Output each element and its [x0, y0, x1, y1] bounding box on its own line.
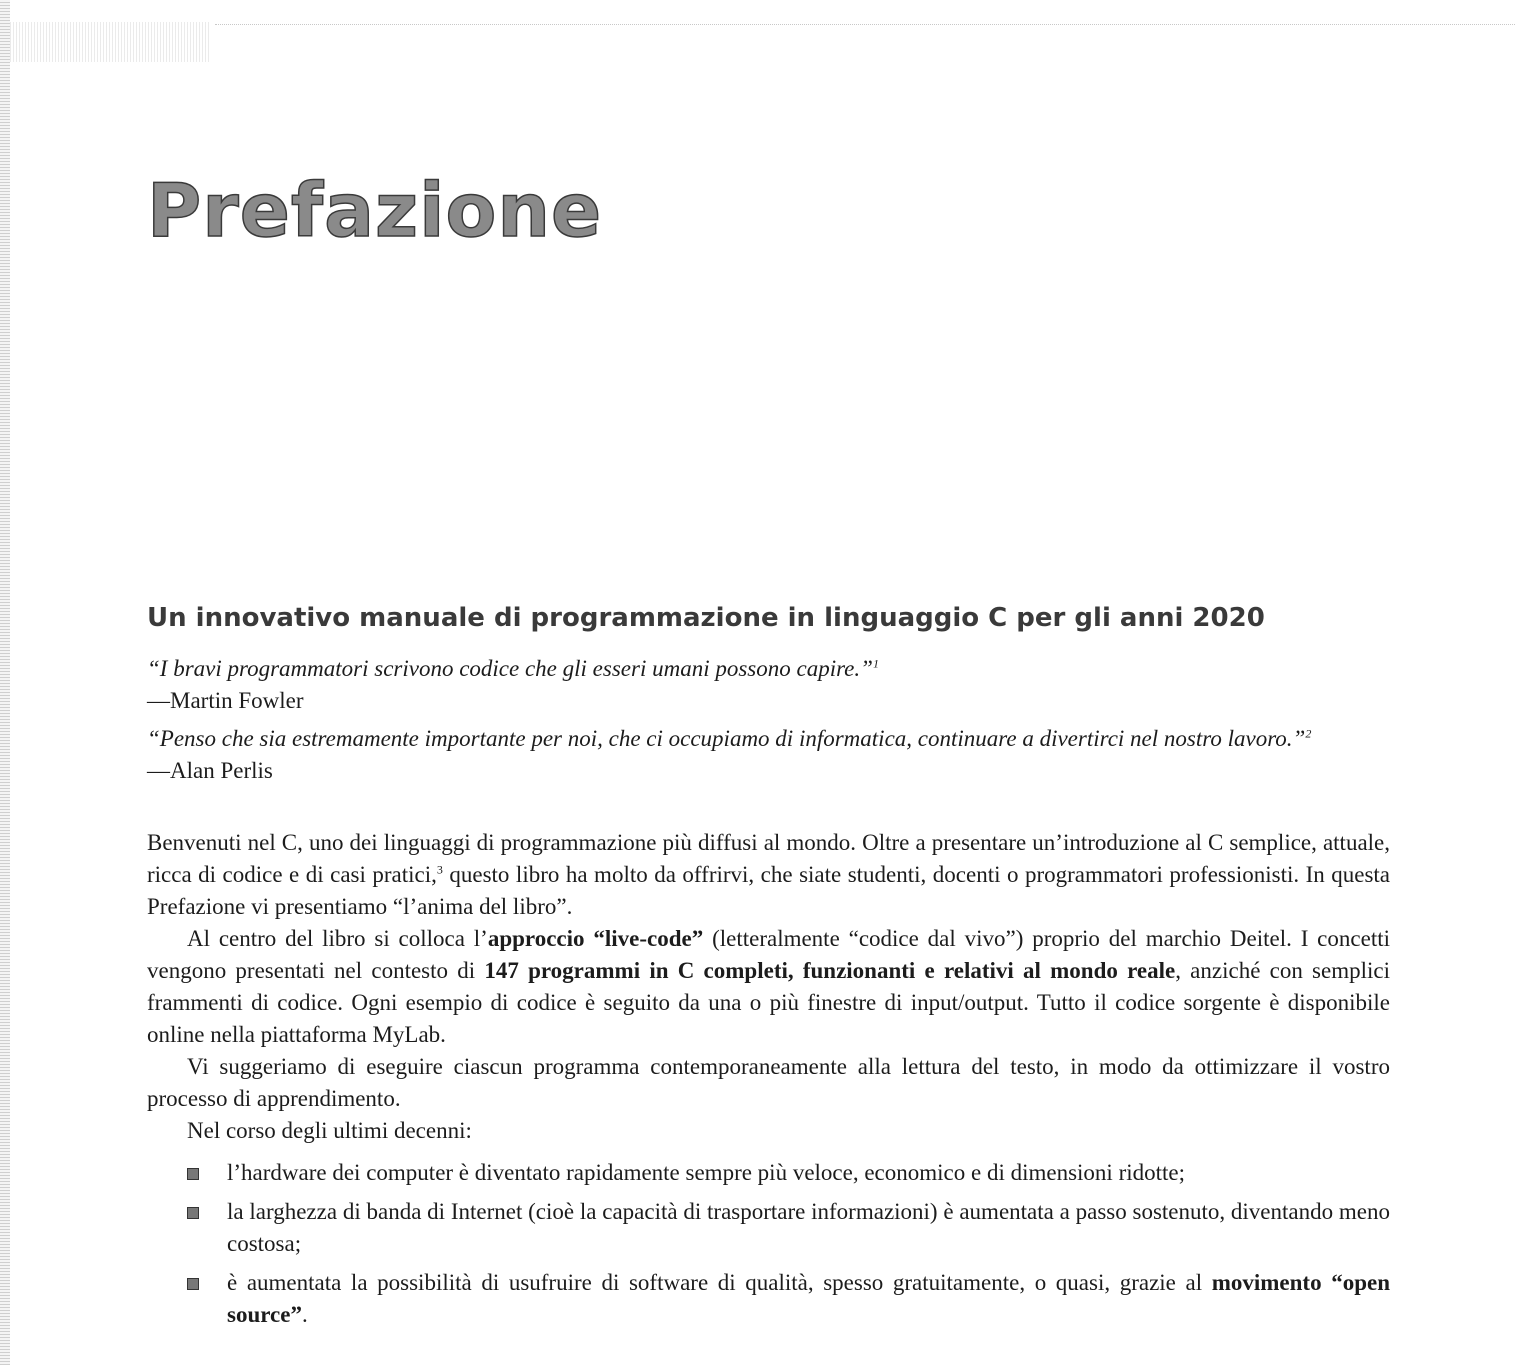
scan-noise: [10, 22, 210, 62]
list-item: è aumentata la possibilità di usufruire di software di qualità, spesso gratuitamente, o quasi, grazie al movimento “open source”.: [227, 1267, 1390, 1331]
body-paragraph: Vi suggeriamo di eseguire ciascun programma contemporaneamente alla lettura del testo, in modo da ottimizzare il vostro processo di apprendimento.: [147, 1054, 1390, 1111]
chapter-title: Prefazione: [147, 168, 603, 254]
epigraph-author: —Alan Perlis: [147, 758, 273, 783]
footnote-ref: 3: [436, 862, 443, 877]
body-paragraph: Al centro del libro si colloca l’approccio “live-code” (letteralmente “codice dal vivo”) proprio del marchio Deitel. I concetti vengono presentati nel contesto di 147 programmi in C completi, funzionanti e relativi al mondo reale, anziché con semplici frammenti di codice. Ogni esempio di codice è seguito da una o più finestre di input/output. Tutto il codice sorgente è disponibile online nella piattaforma MyLab.: [147, 926, 1390, 1047]
body-paragraph: Benvenuti nel C, uno dei linguaggi di programmazione più diffusi al mondo. Oltre a presentare un’introduzione al C semplice, attuale, ricca di codice e di casi pratici,$^3$ questo libro ha molto da offrirvi, che siate studenti, docenti o programmatori professionisti. In questa Prefazione vi presentiamo “l’anima del libro”.: [147, 830, 1390, 919]
bullet-list: [147, 1157, 1390, 1331]
square-bullet-icon: [187, 1168, 199, 1180]
body-paragraph: Nel corso degli ultimi decenni:: [187, 1118, 472, 1143]
list-item: la larghezza di banda di Internet (cioè la capacità di trasportare informazioni) è aumentata a passo sostenuto, diventando meno costosa;: [227, 1196, 1390, 1260]
epigraph-quote: “I bravi programmatori scrivono codice che gli esseri umani possono capire.”$^1$: [147, 656, 879, 681]
square-bullet-icon: [187, 1278, 199, 1290]
square-bullet-icon: [187, 1207, 199, 1219]
footnote-ref: 2: [1305, 726, 1312, 741]
list-item: l’hardware dei computer è diventato rapidamente sempre più veloce, economico e di dimensioni ridotte;: [227, 1157, 1390, 1189]
scan-shadow-edge: [0, 0, 10, 1365]
footnote-ref: 1: [872, 656, 879, 671]
page-body: [147, 653, 1390, 1338]
section-heading: Un innovativo manuale di programmazione in linguaggio C per gli anni 2020: [147, 603, 1265, 633]
page-top-border: [215, 24, 1515, 25]
epigraph-quote: “Penso che sia estremamente importante per noi, che ci occupiamo di informatica, continuare a divertirci nel nostro lavoro.”$^2$: [147, 726, 1312, 751]
epigraph-author: —Martin Fowler: [147, 688, 304, 713]
